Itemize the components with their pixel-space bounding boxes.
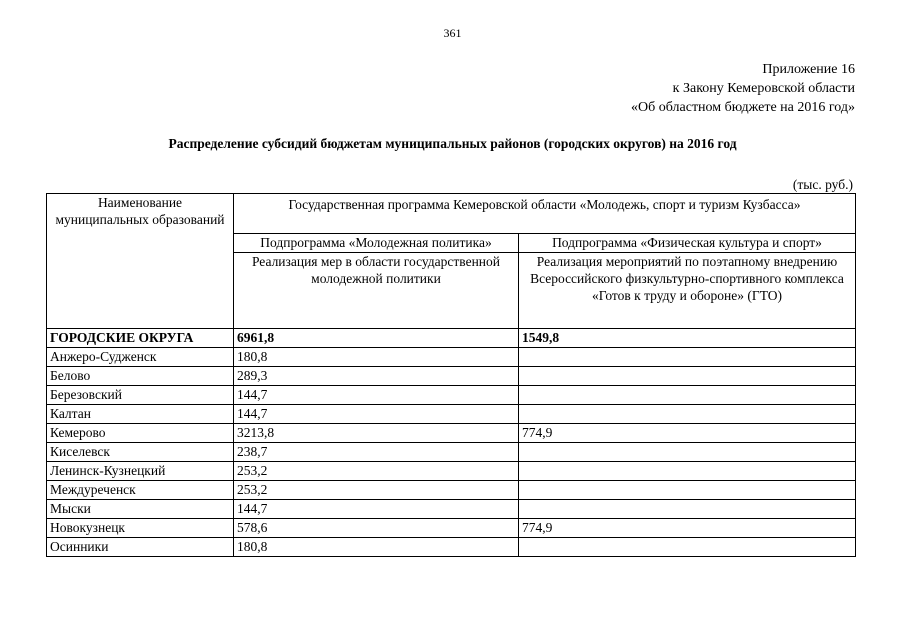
header-measure-youth: Реализация мер в области государственной молодежной политики <box>234 253 519 329</box>
row-value-youth: 144,7 <box>234 500 519 519</box>
table-row <box>47 367 856 386</box>
table-row <box>47 538 856 557</box>
appendix-line-3: «Об областном бюджете на 2016 год» <box>631 100 855 115</box>
appendix-line-2: к Закону Кемеровской области <box>672 81 855 96</box>
row-value-youth: 144,7 <box>234 405 519 424</box>
row-name: Новокузнецк <box>47 519 234 538</box>
row-value-youth: 144,7 <box>234 386 519 405</box>
table-row <box>47 443 856 462</box>
row-value-gto <box>519 481 856 500</box>
row-value-gto <box>519 443 856 462</box>
appendix-line-1: Приложение 16 <box>762 62 855 77</box>
document-title: Распределение субсидий бюджетам муниципальных районов (городских округов) на 2016 год <box>168 136 737 151</box>
subsidy-table <box>46 193 856 557</box>
row-value-gto <box>519 500 856 519</box>
row-name: Калтан <box>47 405 234 424</box>
table-row <box>47 519 856 538</box>
row-value-gto <box>519 348 856 367</box>
row-value-gto: 774,9 <box>519 424 856 443</box>
table-row <box>47 500 856 519</box>
row-value-youth: 3213,8 <box>234 424 519 443</box>
row-name: Березовский <box>47 386 234 405</box>
row-name: Белово <box>47 367 234 386</box>
row-name: Анжеро-Судженск <box>47 348 234 367</box>
header-subprogram-youth: Подпрограмма «Молодежная политика» <box>234 234 519 253</box>
row-value-gto <box>519 386 856 405</box>
table-row <box>47 405 856 424</box>
row-value-youth: 180,8 <box>234 348 519 367</box>
table-row <box>47 386 856 405</box>
row-value-gto <box>519 538 856 557</box>
table-row-total <box>47 329 856 348</box>
row-value-gto <box>519 462 856 481</box>
row-name: Ленинск-Кузнецкий <box>47 462 234 481</box>
row-name: Осинники <box>47 538 234 557</box>
table-row <box>47 348 856 367</box>
row-value-gto: 1549,8 <box>519 329 856 348</box>
row-value-gto: 774,9 <box>519 519 856 538</box>
appendix-header <box>631 60 855 117</box>
row-name: Кемерово <box>47 424 234 443</box>
table-row <box>47 481 856 500</box>
page-number: 361 <box>443 26 462 40</box>
table-row <box>47 424 856 443</box>
row-value-youth: 253,2 <box>234 462 519 481</box>
row-name: Киселевск <box>47 443 234 462</box>
row-value-gto <box>519 367 856 386</box>
header-program: Государственная программа Кемеровской области «Молодежь, спорт и туризм Кузбасса» <box>234 194 856 234</box>
row-name: ГОРОДСКИЕ ОКРУГА <box>47 329 234 348</box>
header-subprogram-sport: Подпрограмма «Физическая культура и спорт» <box>519 234 856 253</box>
row-value-youth: 578,6 <box>234 519 519 538</box>
row-value-youth: 289,3 <box>234 367 519 386</box>
row-value-youth: 6961,8 <box>234 329 519 348</box>
row-value-youth: 238,7 <box>234 443 519 462</box>
row-value-youth: 253,2 <box>234 481 519 500</box>
row-value-gto <box>519 405 856 424</box>
header-municipality: Наименование муниципальных образований <box>47 194 234 329</box>
row-value-youth: 180,8 <box>234 538 519 557</box>
row-name: Мыски <box>47 500 234 519</box>
header-measure-gto: Реализация мероприятий по поэтапному внедрению Всероссийского физкультурно-спортивного комплекса «Готов к труду и обороне» (ГТО) <box>519 253 856 329</box>
row-name: Междуреченск <box>47 481 234 500</box>
units-label: (тыс. руб.) <box>792 177 853 192</box>
table-row <box>47 462 856 481</box>
